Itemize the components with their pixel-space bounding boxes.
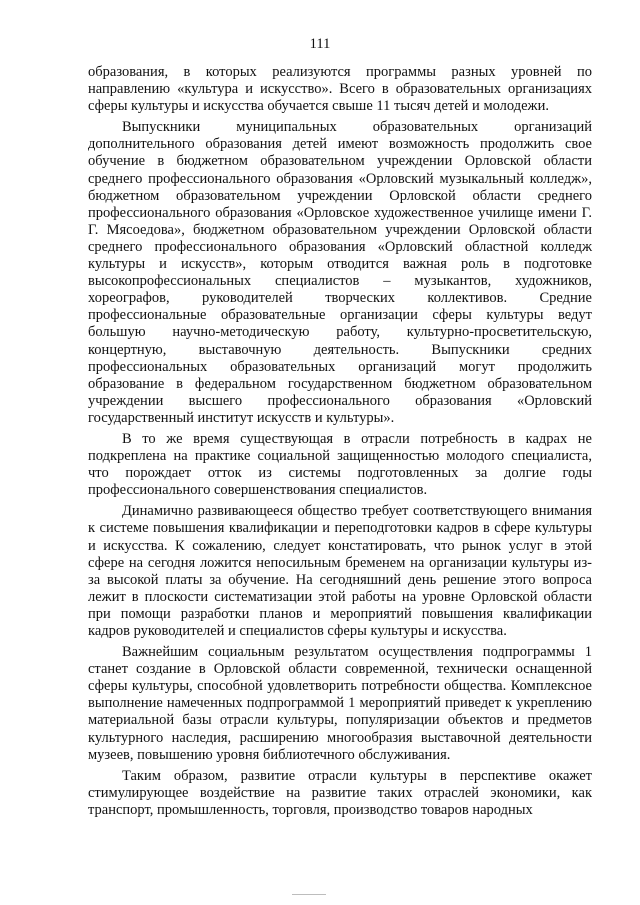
paragraph-2: Выпускники муниципальных образовательных организаций дополнительного образования детей имеют возможность продолжить свое обучение в бюджетном образовательном учреждении Орловской области среднего профессионального образования «Орловский музыкальный колледж», бюджетном образовательном учреждении Орловской области среднего профессионального образования «Орловское художественное училище имени Г. Г. Мясоедова», бюджетном образовательном учреждении Орловской области среднего профессионального образования «Орловский областной колледж культуры и искусств», которым отводится важная роль в подготовке высокопрофессиональных специалистов – музыкантов, художников, хореографов, руководителей творческих коллективов. Средние профессиональные образовательные организации сферы культуры ведут большую научно-методическую работу, культурно-просветительскую, концертную, выставочную деятельность. Выпускники средних профессиональных образовательных организаций могут продолжить образование в федеральном государственном бюджетном образовательном учреждении высшего профессионального образования «Орловский государственный институт искусств и культуры».	[88, 119, 592, 426]
paragraph-3: В то же время существующая в отрасли потребность в кадрах не подкреплена на практике социальной защищенностью молодого специалиста, что порождает отток из системы подготовленных за долгие годы профессионального совершенствования специалистов.	[88, 430, 592, 499]
paragraph-6: Таким образом, развитие отрасли культуры в перспективе окажет стимулирующее воздействие на развитие таких отраслей экономики, как транспорт, промышленность, торговля, производство товаров народных	[88, 767, 592, 818]
footer-divider	[292, 894, 326, 895]
document-body	[88, 64, 592, 819]
page-number: 111	[309, 36, 331, 52]
paragraph-4: Динамично развивающееся общество требует соответствующего внимания к системе повышения квалификации и переподготовки кадров в сфере культуры и искусства. К сожалению, следует констатировать, что рынок услуг в этой сфере на сегодня ложится непосильным бременем на организации культуры из-за высокой платы за обучение. На сегодняшний день решение этого вопроса лежит в плоскости систематизации этой работы на уровне Орловской области при помощи разработки планов и мероприятий повышения квалификации кадров руководителей и специалистов сферы культуры и искусства.	[88, 503, 592, 639]
paragraph-5: Важнейшим социальным результатом осуществления подпрограммы 1 станет создание в Орловской области современной, технически оснащенной сферы культуры, способной удовлетворить потребности общества. Комплексное выполнение намеченных подпрограммой 1 мероприятий приведет к укреплению материальной базы отрасли культуры, популяризации объектов и предметов культурного наследия, расширению многообразия выставочной деятельности музеев, повышению уровня библиотечного обслуживания.	[88, 644, 592, 763]
paragraph-1: образования, в которых реализуются программы разных уровней по направлению «культура и искусство». Всего в образовательных организациях сферы культуры и искусства обучается свыше 11 тысяч детей и молодежи.	[88, 64, 592, 115]
